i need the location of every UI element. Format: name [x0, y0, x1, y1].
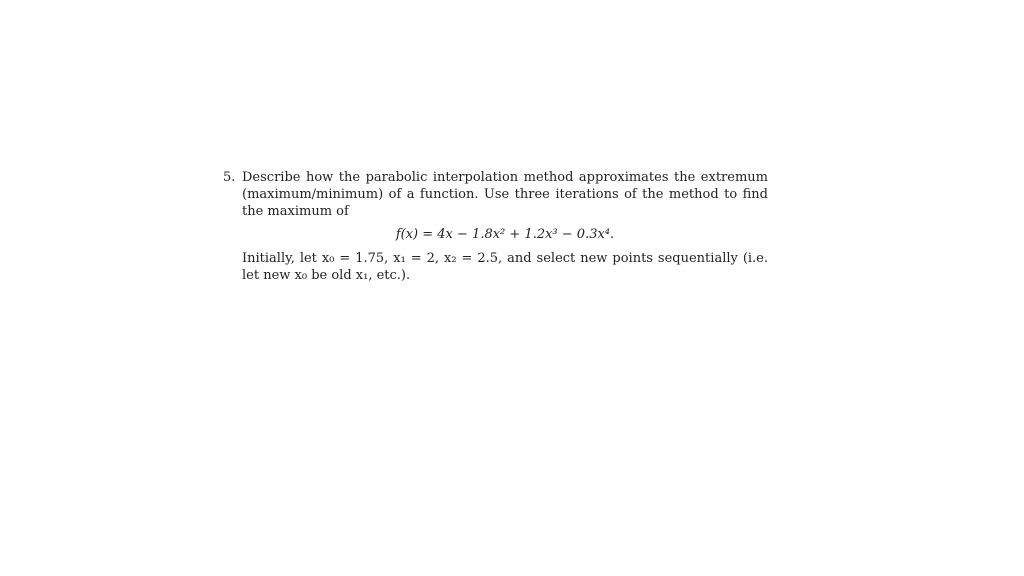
problem-body [242, 169, 768, 284]
problem-5 [223, 169, 768, 284]
function-equation: f(x) = 4x − 1.8x² + 1.2x³ − 0.3x⁴. [395, 227, 615, 242]
problem-statement: Describe how the parabolic interpolation method approximates the extremum (maximum/minimum) of a function. Use three iterations of the method to find the maximum of [242, 170, 768, 219]
initial-conditions: Initially, let x₀ = 1.75, x₁ = 2, x₂ = 2.5, and select new points sequentially (i.e. let new x₀ be old x₁, etc.). [242, 251, 768, 283]
problem-number: 5. [223, 170, 236, 185]
